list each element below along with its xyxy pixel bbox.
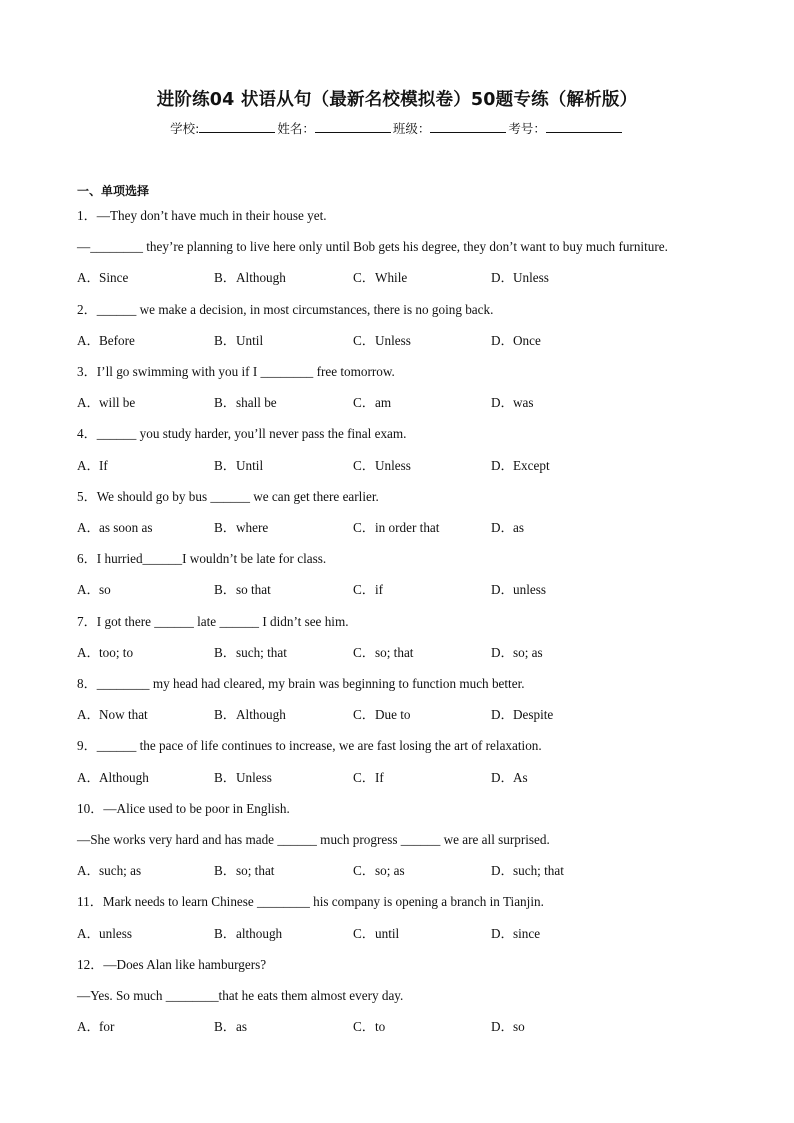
option-letter: B． [214,270,236,286]
option-text: too; to [99,644,134,660]
question-11-option-a[interactable] [77,926,132,942]
option-text: so; as [375,863,405,879]
option-text: to [375,1019,386,1035]
question-5-option-c[interactable] [353,520,439,536]
option-text: so; that [236,863,275,879]
question-5-option-b[interactable] [214,520,268,536]
question-9-option-a[interactable] [77,770,149,786]
option-text: so [513,1019,525,1035]
question-7-option-c[interactable] [353,645,413,661]
option-letter: B． [214,644,236,660]
school-label: 学校: [170,121,200,136]
option-letter: A． [77,707,100,723]
question-12-option-c[interactable] [353,1019,385,1035]
option-letter: B． [214,582,236,598]
option-text: unless [513,582,546,598]
option-text: Since [99,270,129,286]
option-letter: A． [77,925,100,941]
question-8-option-a[interactable] [77,707,148,723]
question-12-option-d[interactable] [491,1019,525,1035]
question-9-option-d[interactable] [491,770,528,786]
question-12-option-a[interactable] [77,1019,114,1035]
name-blank [315,120,391,133]
option-letter: D． [491,1019,514,1035]
option-text: so; that [375,644,414,660]
question-3-options [77,395,637,411]
option-text: will be [99,395,136,411]
option-text: as [236,1019,247,1035]
option-text: such; as [99,863,142,879]
option-letter: A． [77,270,100,286]
option-text: such; that [513,863,564,879]
option-letter: D． [491,582,514,598]
option-letter: A． [77,457,100,473]
option-letter: D． [491,769,514,785]
option-text: Before [99,332,135,348]
option-letter: C． [353,925,375,941]
question-3-line-1: 3．I’ll go swimming with you if I ________ free tomorrow. [77,364,395,379]
question-1-option-b[interactable] [214,270,286,286]
name-label: 姓名： [277,121,315,136]
option-text: was [513,395,534,411]
question-3-option-b[interactable] [214,395,277,411]
option-text: Unless [375,332,411,348]
option-letter: C． [353,644,375,660]
question-4-option-a[interactable] [77,458,108,474]
question-10-options [77,863,637,879]
question-4-option-b[interactable] [214,458,263,474]
option-letter: A． [77,520,100,535]
option-letter: C． [353,395,375,411]
option-letter: A． [77,863,100,879]
option-letter: C． [353,707,375,723]
question-1-line-2: —________ they’re planning to live here only until Bob gets his degree, they don’t want to buy much furniture. [77,239,668,255]
question-10-option-c[interactable] [353,863,405,879]
question-1-line-1: 1．—They don’t have much in their house yet. [77,208,327,223]
option-letter: B． [214,332,236,348]
option-text: in order that [375,520,440,535]
option-text: While [375,270,408,286]
option-text: so; as [513,644,543,660]
option-text: as soon as [99,520,153,535]
option-letter: C． [353,582,375,598]
option-letter: C． [353,520,375,535]
option-letter: C． [353,769,375,785]
question-7-option-a[interactable] [77,645,133,661]
question-5-option-d[interactable] [491,520,524,536]
question-2-option-b[interactable] [214,333,263,349]
option-letter: B． [214,707,236,723]
option-text: Although [236,707,286,723]
question-11-options [77,926,637,942]
option-text: unless [99,925,132,941]
option-text: Until [236,457,264,473]
option-text: Once [513,332,541,348]
option-text: shall be [236,395,277,411]
option-text: If [375,769,384,785]
question-4-option-d[interactable] [491,458,550,474]
option-text: although [236,925,283,941]
question-6-option-d[interactable] [491,582,546,598]
option-letter: B． [214,520,236,535]
question-3-option-a[interactable] [77,395,135,411]
option-text: Unless [375,457,411,473]
question-2-option-c[interactable] [353,333,411,349]
question-7-option-b[interactable] [214,645,287,661]
option-letter: D． [491,270,514,286]
question-6-option-b[interactable] [214,582,271,598]
question-12-line-2: —Yes. So much ________that he eats them almost every day. [77,988,404,1003]
option-text: for [99,1019,115,1035]
option-text: since [513,925,541,941]
question-4-options [77,458,637,474]
school-blank [199,120,275,133]
option-letter: C． [353,457,375,473]
question-3-option-d[interactable] [491,395,534,411]
option-letter: B． [214,769,236,785]
question-10-option-d[interactable] [491,863,564,879]
question-1-options [77,270,637,286]
exam-number-blank [546,120,622,133]
question-8-line-1: 8．________ my head had cleared, my brain was beginning to function much better. [77,676,525,691]
option-letter: B． [214,863,236,879]
question-5-line-1: 5．We should go by bus ______ we can get there earlier. [77,488,379,504]
option-text: until [375,925,400,941]
option-letter: B． [214,925,236,941]
option-letter: A． [77,332,100,348]
class-blank [430,120,506,133]
option-letter: D． [491,332,514,348]
option-text: as [513,520,524,535]
option-letter: C． [353,863,375,879]
option-text: such; that [236,644,287,660]
question-12-option-b[interactable] [214,1019,247,1035]
option-text: so that [236,582,271,598]
question-5-options [77,520,637,536]
question-12-options [77,1019,637,1035]
question-2-line-1: 2．______ we make a decision, in most circumstances, there is no going back. [77,301,494,317]
question-2-options [77,333,637,349]
question-5-option-a[interactable] [77,520,152,536]
option-letter: C． [353,1019,375,1035]
option-text: As [513,769,528,785]
option-text: If [99,457,108,473]
option-text: Unless [513,270,549,286]
question-1-option-d[interactable] [491,270,549,286]
question-2-option-a[interactable] [77,333,135,349]
option-letter: D． [491,644,514,660]
option-text: where [236,520,269,535]
question-8-option-d[interactable] [491,707,553,723]
question-7-line-1: 7．I got there ______ late ______ I didn’t see him. [77,613,349,629]
option-text: so [99,582,111,598]
question-10-option-a[interactable] [77,863,141,879]
page-title: 进阶练04 状语从句（最新名校模拟卷）50题专练（解析版） [156,90,638,110]
question-11-option-c[interactable] [353,926,399,942]
option-letter: D． [491,925,514,941]
option-letter: B． [214,457,236,473]
question-10-line-2: —She works very hard and has made ______ much progress ______ we are all surprised. [77,832,550,847]
option-text: Although [99,769,149,785]
question-10-option-b[interactable] [214,863,274,879]
question-9-option-b[interactable] [214,770,272,786]
question-11-option-d[interactable] [491,926,540,942]
option-text: if [375,582,384,598]
option-text: Due to [375,707,411,723]
exam-number-label: 考号： [508,121,546,136]
question-9-options [77,770,637,786]
question-10-line-1: 10．—Alice used to be poor in English. [77,800,290,816]
question-9-line-1: 9．______ the pace of life continues to increase, we are fast losing the art of relaxation. [77,738,542,754]
question-11-line-1: 11．Mark needs to learn Chinese ________ his company is opening a branch in Tianjin. [77,894,544,910]
option-text: Except [513,457,550,473]
option-letter: D． [491,863,514,879]
question-1-option-a[interactable] [77,270,128,286]
question-9-option-c[interactable] [353,770,384,786]
option-text: Unless [236,769,272,785]
option-letter: B． [214,395,236,411]
class-label: 班级： [392,121,431,136]
option-letter: D． [491,395,514,411]
option-letter: C． [353,332,375,348]
question-11-option-b[interactable] [214,926,282,942]
question-12-line-1: 12．—Does Alan like hamburgers? [77,956,267,972]
option-text: am [375,395,392,411]
student-info-line [0,119,794,137]
question-2-option-d[interactable] [491,333,541,349]
option-letter: A． [77,1019,100,1035]
question-6-line-1: 6．I hurried______I wouldn’t be late for class. [77,551,327,567]
question-8-options [77,707,637,723]
option-letter: D． [491,707,514,723]
question-6-option-c[interactable] [353,582,383,598]
question-3-option-c[interactable] [353,395,391,411]
question-6-options [77,582,637,598]
option-letter: D． [491,457,514,473]
question-6-option-a[interactable] [77,582,111,598]
option-letter: D． [491,520,514,535]
section-heading: 一、单项选择 [77,184,150,198]
option-text: Despite [513,707,554,723]
question-7-option-d[interactable] [491,645,543,661]
option-letter: B． [214,1019,236,1035]
question-8-option-b[interactable] [214,707,286,723]
option-text: Although [236,270,286,286]
question-4-line-1: 4．______ you study harder, you’ll never pass the final exam. [77,426,407,442]
question-8-option-c[interactable] [353,707,411,723]
question-4-option-c[interactable] [353,458,411,474]
option-letter: A． [77,395,100,411]
option-letter: A． [77,582,100,598]
question-1-option-c[interactable] [353,270,407,286]
question-7-options [77,645,637,661]
option-letter: A． [77,769,100,785]
option-letter: C． [353,270,375,286]
option-text: Until [236,332,264,348]
option-text: Now that [99,707,148,723]
option-letter: A． [77,644,100,660]
